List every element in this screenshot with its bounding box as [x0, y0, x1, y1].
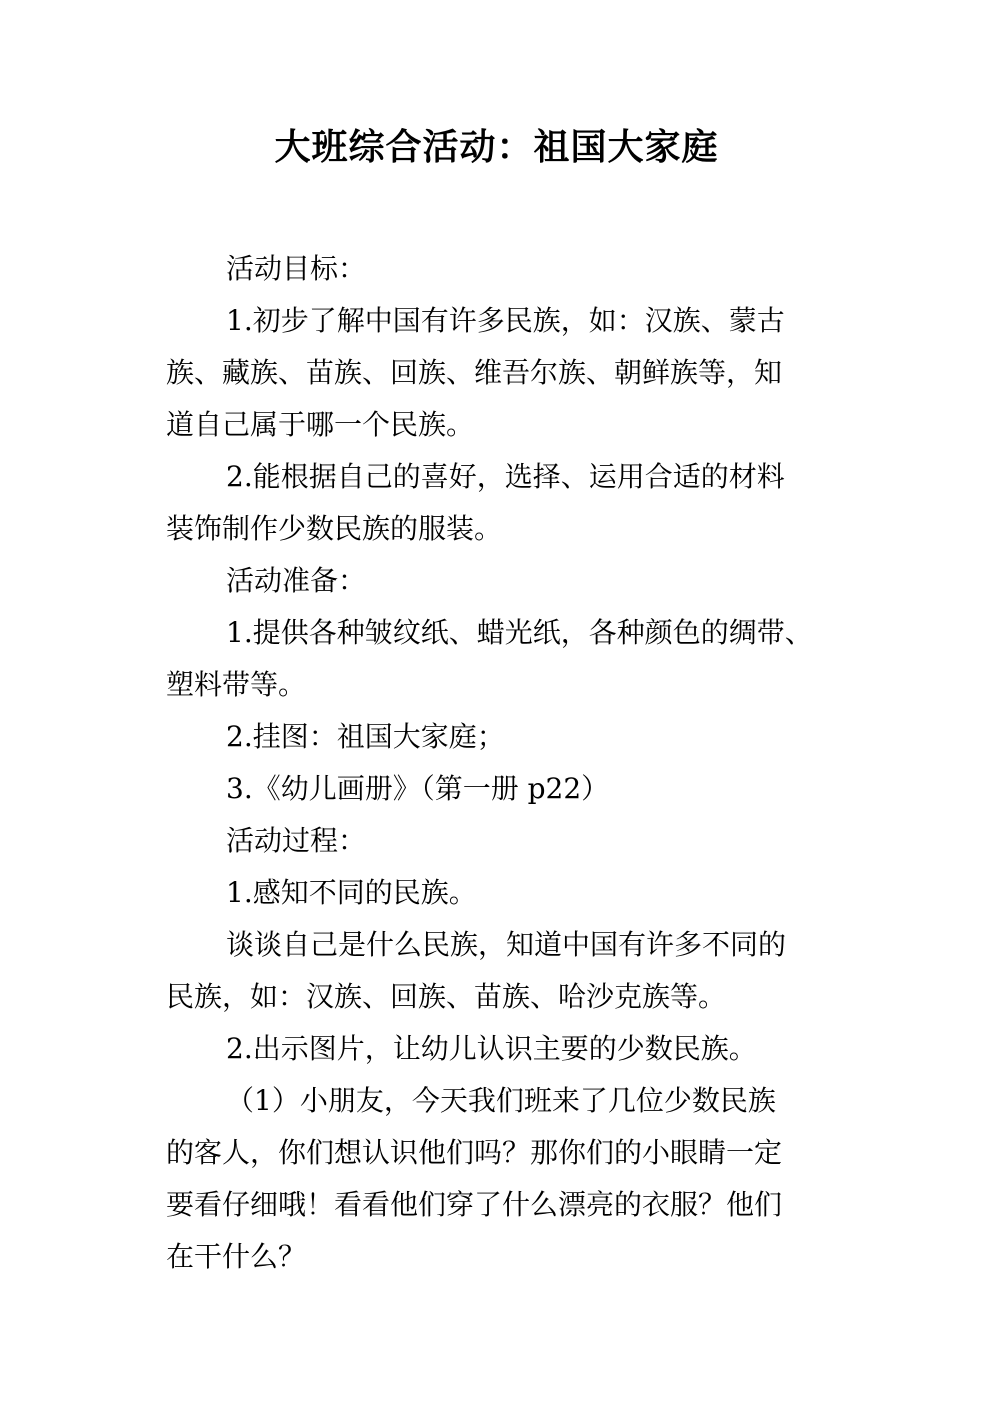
text-line: 2.出示图片，让幼儿认识主要的少数民族。 [226, 1032, 757, 1065]
text-line: 2.挂图：祖国大家庭； [226, 720, 505, 753]
paragraph-preparation-3 [166, 763, 831, 815]
paragraph-activity-goals-heading [166, 243, 831, 295]
text-line: 1.提供各种皱纹纸、蜡光纸，各种颜色的绸带、 [226, 616, 813, 649]
text-line: 活动准备： [226, 564, 367, 597]
paragraph-process-2-sub-1 [166, 1075, 831, 1283]
paragraph-process-heading [166, 815, 831, 867]
paragraph-preparation-heading [166, 555, 831, 607]
paragraph-goal-1 [166, 295, 831, 451]
text-line: 谈谈自己是什么民族，知道中国有许多不同的 [226, 928, 787, 961]
text-line: 族、藏族、苗族、回族、维吾尔族、朝鲜族等，知 [166, 356, 783, 389]
text-line: 2.能根据自己的喜好，选择、运用合适的材料 [226, 460, 785, 493]
text-line: 道自己属于哪一个民族。 [166, 408, 475, 441]
text-line: 1.感知不同的民族。 [226, 876, 477, 909]
text-line: 民族，如：汉族、回族、苗族、哈沙克族等。 [166, 980, 727, 1013]
paragraph-process-1-detail [166, 919, 831, 1023]
document-body [166, 243, 831, 1283]
paragraph-preparation-2 [166, 711, 831, 763]
text-line: 活动过程： [226, 824, 367, 857]
paragraph-goal-2 [166, 451, 831, 555]
text-line: 1.初步了解中国有许多民族，如：汉族、蒙古 [226, 304, 785, 337]
text-line: 3.《幼儿画册》（第一册 p22） [226, 772, 610, 805]
text-line: 的客人，你们想认识他们吗？那你们的小眼睛一定 [166, 1136, 783, 1169]
text-line: 在干什么？ [166, 1240, 307, 1273]
text-line: 要看仔细哦！看看他们穿了什么漂亮的衣服？他们 [166, 1188, 783, 1221]
paragraph-process-2 [166, 1023, 831, 1075]
paragraph-preparation-1 [166, 607, 831, 711]
paragraph-process-1 [166, 867, 831, 919]
document-title: 大班综合活动：祖国大家庭 [274, 127, 719, 168]
text-line: 活动目标： [226, 252, 367, 285]
text-line: （1）小朋友，今天我们班来了几位少数民族 [226, 1084, 776, 1117]
text-line: 装饰制作少数民族的服装。 [166, 512, 503, 545]
text-line: 塑料带等。 [166, 668, 307, 701]
